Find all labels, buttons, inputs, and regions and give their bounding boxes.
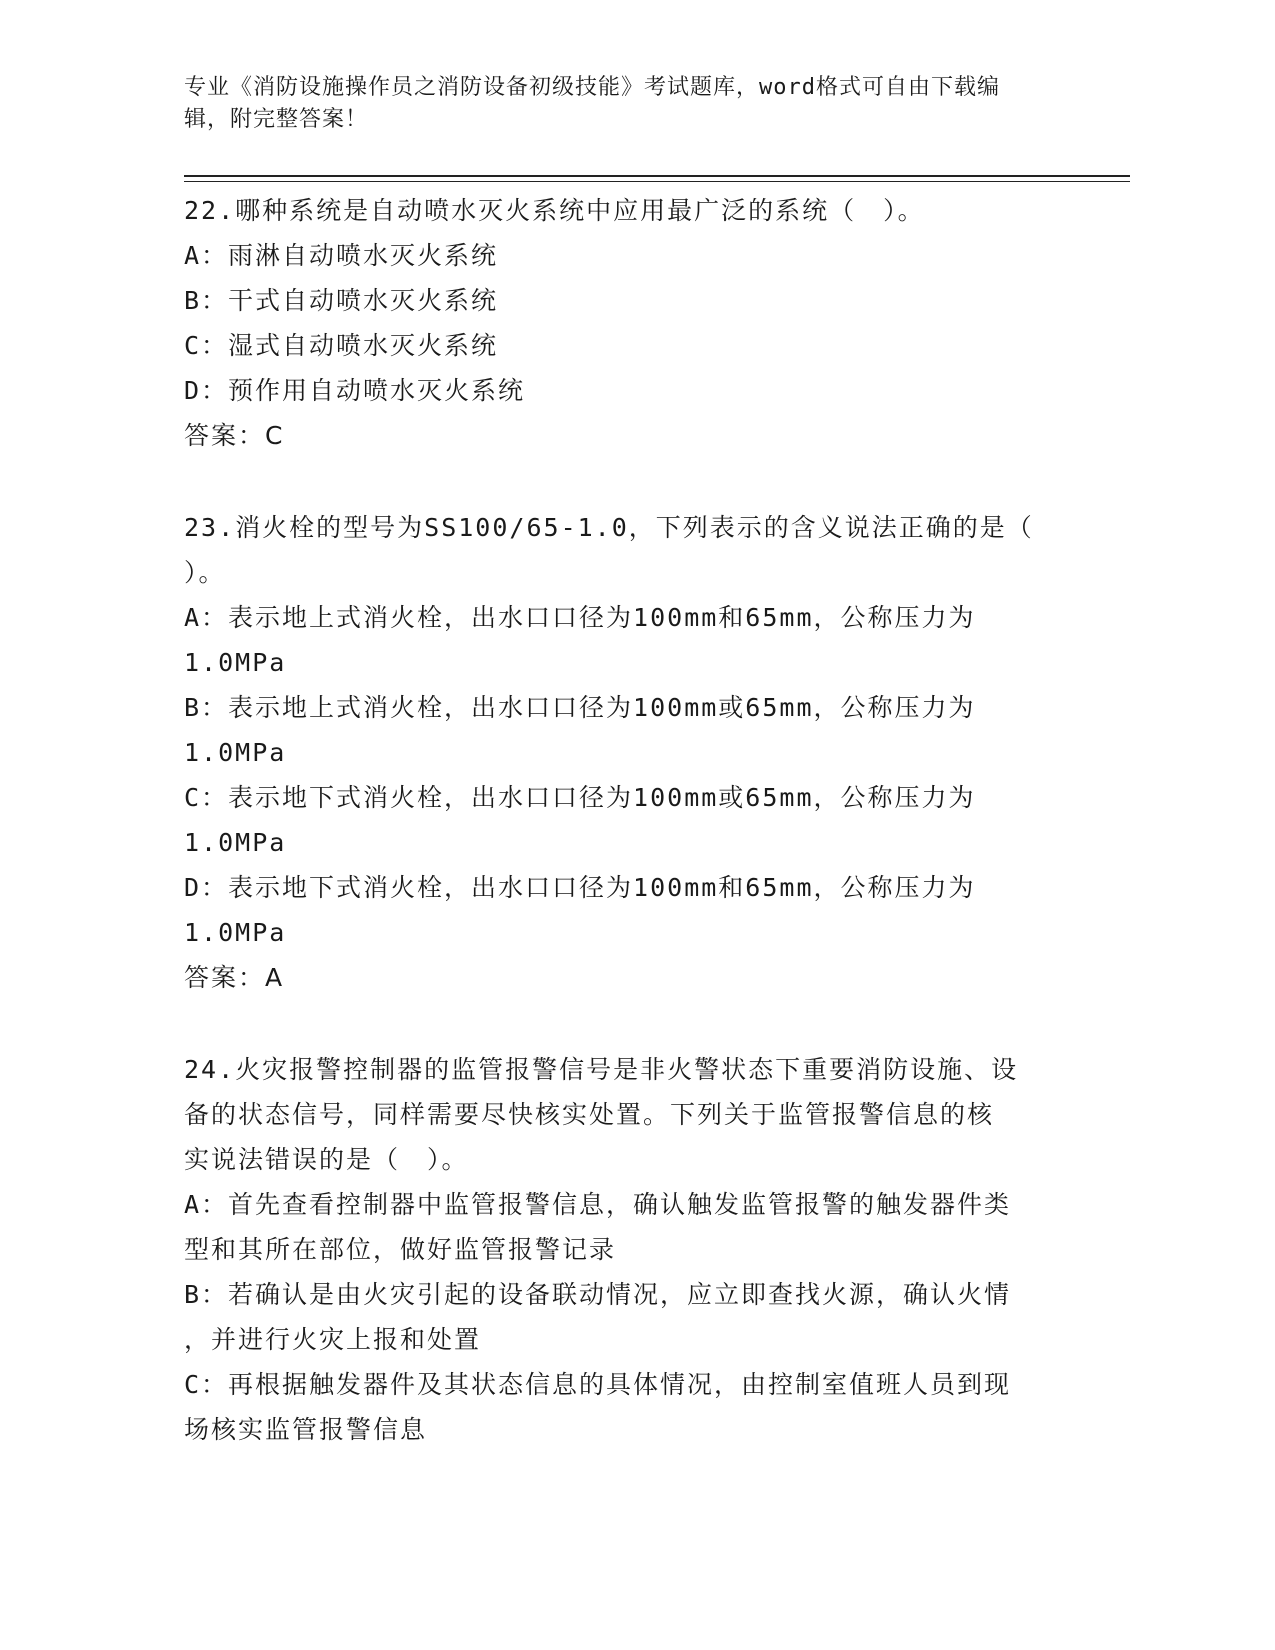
answer-option: [184, 1272, 1064, 1362]
answer-option: [184, 323, 1064, 368]
option-line: D：表示地下式消火栓，出水口口径为100mm和65mm，公称压力为: [184, 873, 976, 902]
option-line: C：表示地下式消火栓，出水口口径为100mm或65mm，公称压力为: [184, 783, 976, 812]
answer-option: [184, 233, 1064, 278]
answer-key: 答案：A: [184, 963, 285, 992]
option-line: D：预作用自动喷水灭火系统: [184, 376, 526, 405]
option-line: C：再根据触发器件及其状态信息的具体情况，由控制室值班人员到现: [184, 1370, 1012, 1399]
option-line: A：雨淋自动喷水灭火系统: [184, 241, 499, 270]
answer-option: [184, 865, 1064, 955]
question-block: [184, 505, 1064, 1000]
answer-option: [184, 685, 1064, 775]
question-block: [184, 1047, 1064, 1452]
header-line-1: 专业《消防设施操作员之消防设备初级技能》考试题库，word格式可自由下载编: [184, 75, 1000, 100]
option-line: 1.0MPa: [184, 828, 287, 857]
header-line-2: 辑，附完整答案！: [184, 107, 369, 132]
answer-option: [184, 595, 1064, 685]
question-stem-line: 备的状态信号，同样需要尽快核实处置。下列关于监管报警信息的核: [184, 1100, 995, 1129]
question-stem-line: 实说法错误的是（ ）。: [184, 1145, 469, 1174]
option-line: 场核实监管报警信息: [184, 1415, 428, 1444]
question-stem-line: 24.火灾报警控制器的监管报警信号是非火警状态下重要消防设施、设: [184, 1055, 1019, 1084]
option-line: A：表示地上式消火栓，出水口口径为100mm和65mm，公称压力为: [184, 603, 976, 632]
question-block: [184, 188, 1064, 458]
question-list: [184, 188, 1064, 1499]
header-divider-thick: [184, 175, 1130, 177]
option-line: 1.0MPa: [184, 738, 287, 767]
header-divider-thin: [184, 181, 1130, 182]
option-line: B：若确认是由火灾引起的设备联动情况，应立即查找火源，确认火情: [184, 1280, 1012, 1309]
option-line: A：首先查看控制器中监管报警信息，确认触发监管报警的触发器件类: [184, 1190, 1012, 1219]
answer-option: [184, 775, 1064, 865]
option-line: 型和其所在部位，做好监管报警记录: [184, 1235, 617, 1264]
answer-option: [184, 1182, 1064, 1272]
answer-option: [184, 1362, 1064, 1452]
answer-option: [184, 368, 1064, 413]
option-line: B：干式自动喷水灭火系统: [184, 286, 499, 315]
question-stem-line: 23.消火栓的型号为SS100/65-1.0，下列表示的含义说法正确的是（: [184, 513, 1034, 542]
answer-key: 答案：C: [184, 421, 285, 450]
option-line: ，并进行火灾上报和处置: [184, 1325, 482, 1354]
answer-option: [184, 278, 1064, 323]
option-line: 1.0MPa: [184, 648, 287, 677]
question-stem-line: 22.哪种系统是自动喷水灭火系统中应用最广泛的系统（ ）。: [184, 196, 925, 225]
option-line: C：湿式自动喷水灭火系统: [184, 331, 499, 360]
question-stem-line: ）。: [184, 558, 226, 587]
option-line: 1.0MPa: [184, 918, 287, 947]
document-header: [184, 72, 1064, 136]
option-line: B：表示地上式消火栓，出水口口径为100mm或65mm，公称压力为: [184, 693, 976, 722]
